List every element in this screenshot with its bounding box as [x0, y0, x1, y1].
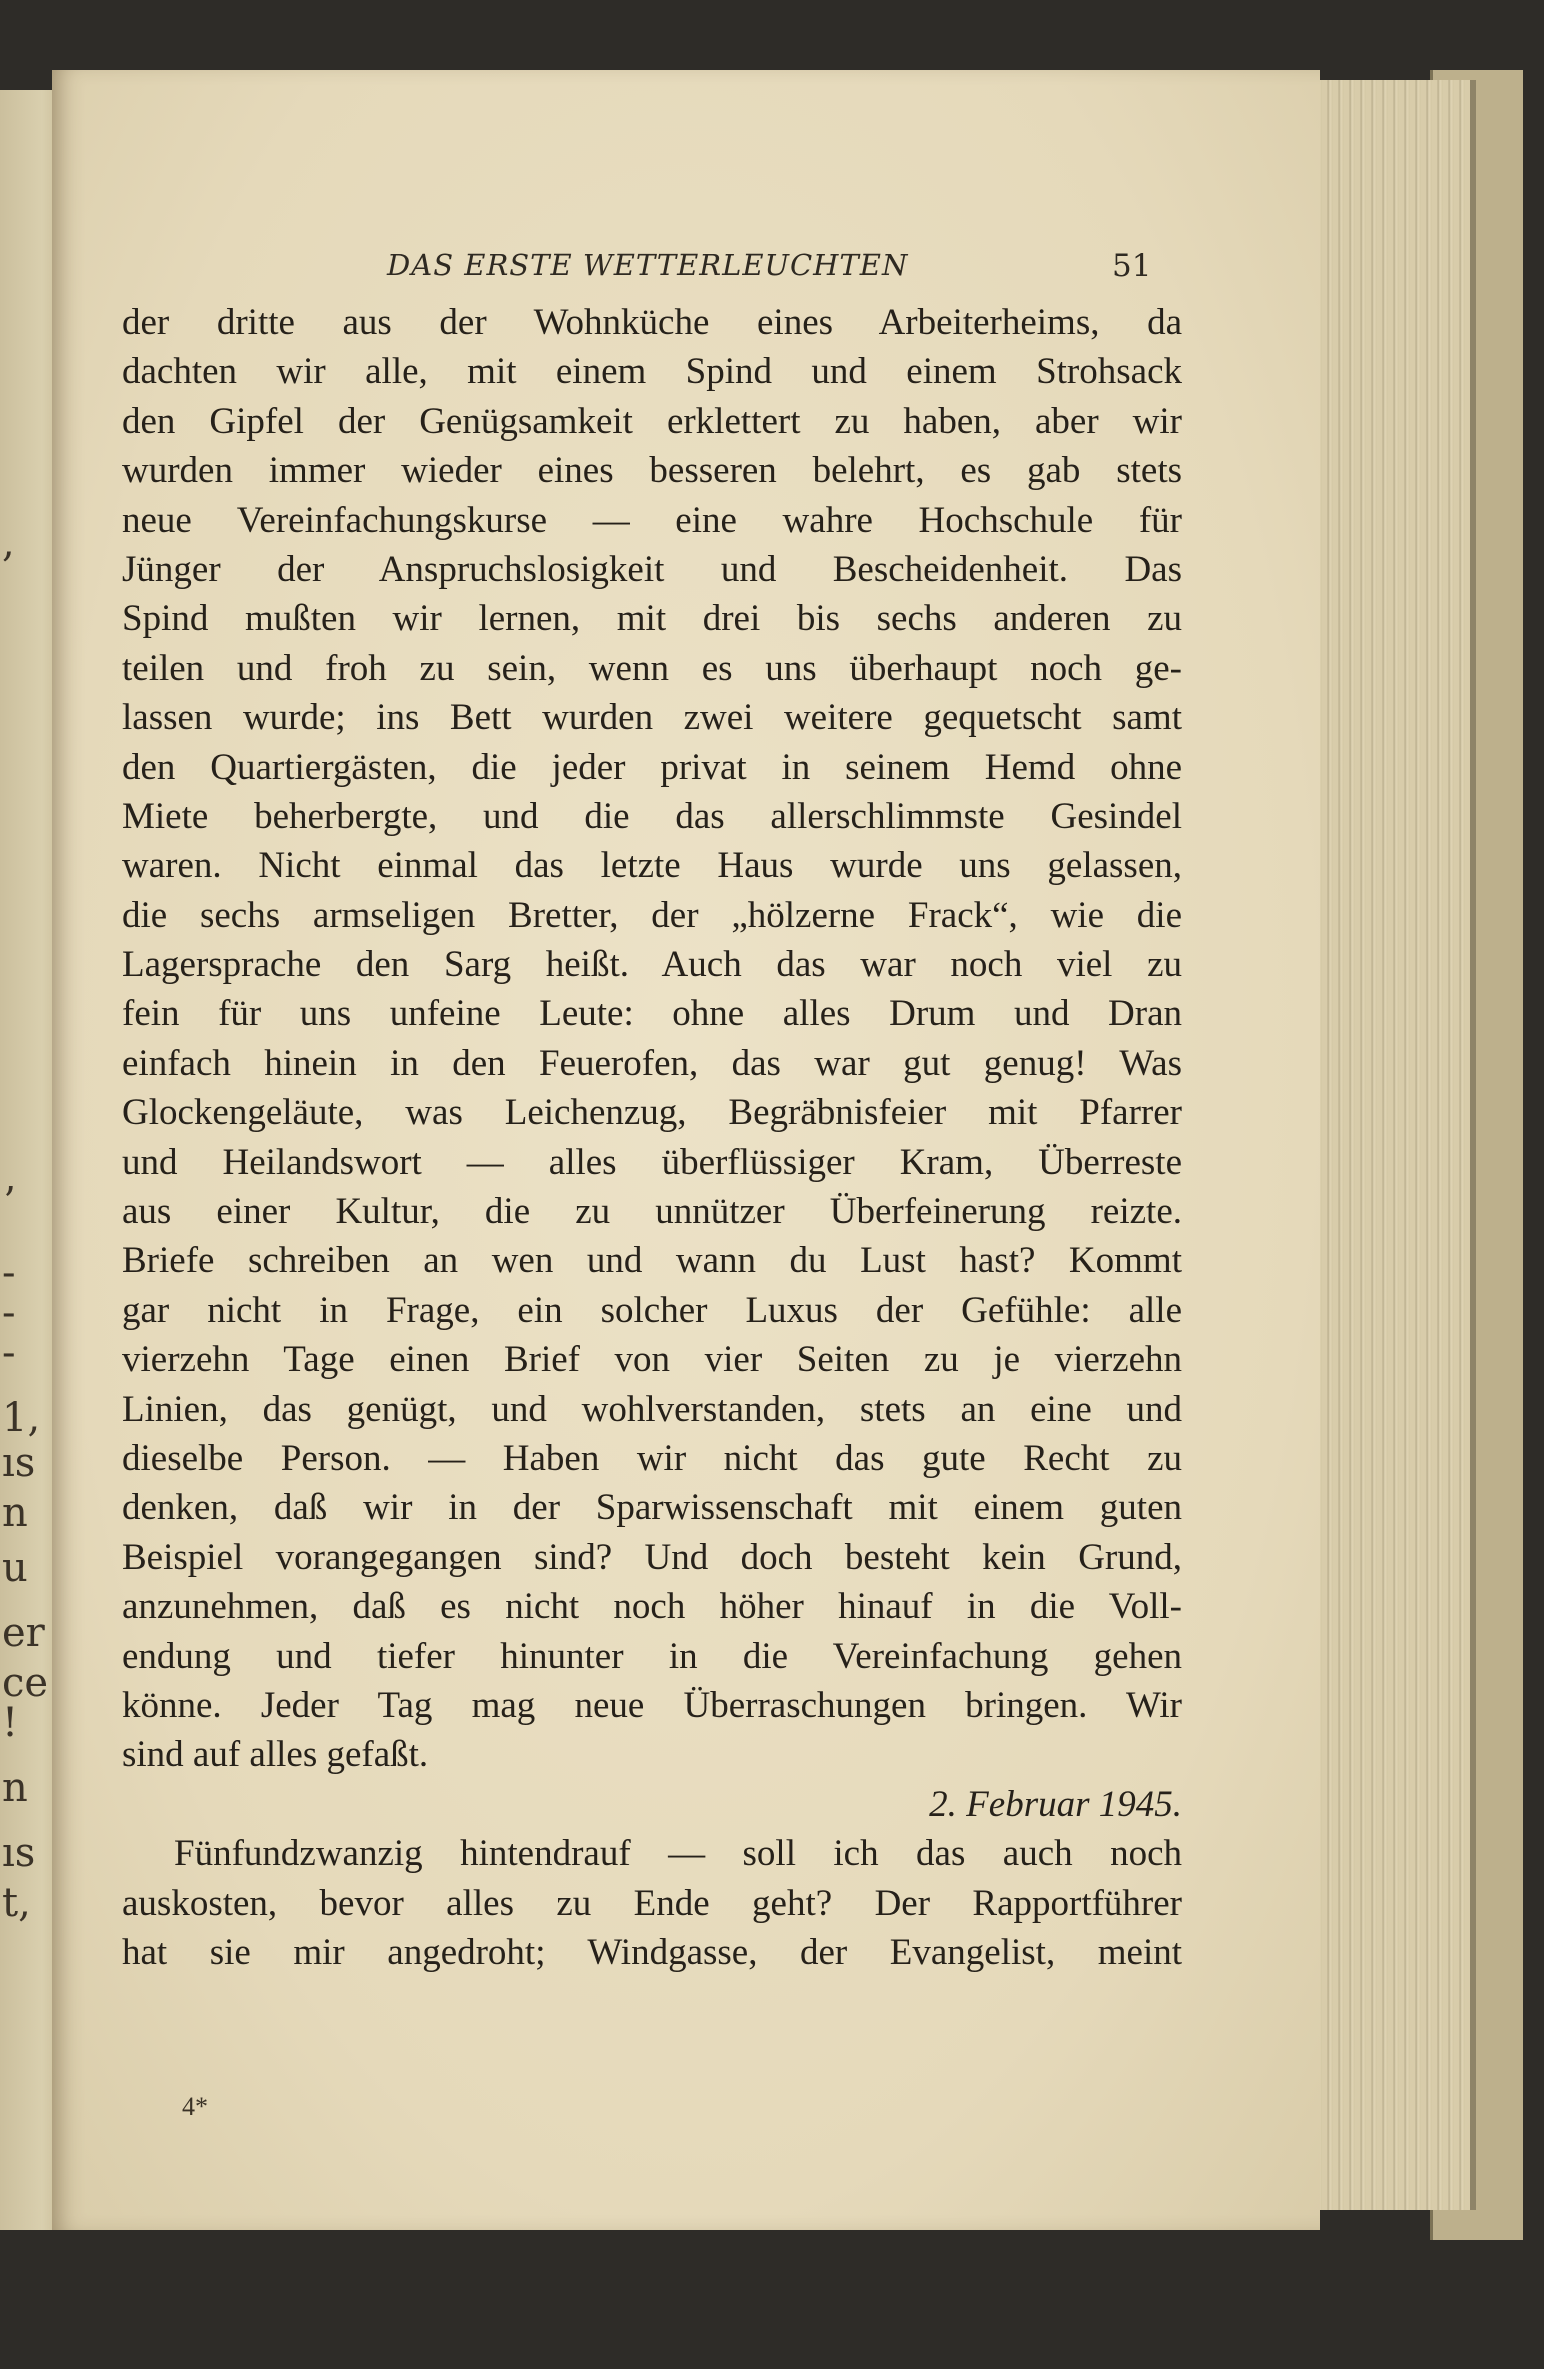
left-page-fragment: t, [2, 1880, 31, 1926]
text-line: dachten wir alle, mit einem Spind und einem Strohsack [122, 351, 1182, 393]
text-line: neue Vereinfachungskurse — eine wahre Hochschule für [122, 499, 1182, 541]
page-number: 51 [1112, 248, 1152, 284]
text-line: Beispiel vorangegangen sind? Und doch besteht kein Grund, [122, 1536, 1182, 1578]
left-page-fragment: ıs [2, 1440, 36, 1486]
left-page-fragment: u [2, 1545, 28, 1591]
left-page-fragment: er [2, 1610, 45, 1656]
text-line: hat sie mir angedroht; Windgasse, der Evangelist, meint [122, 1931, 1182, 1973]
left-page-fragment: - [2, 1330, 16, 1376]
left-page-fragment: - [2, 1290, 16, 1336]
left-page-fragment: ce [2, 1660, 49, 1706]
body-text [122, 298, 1182, 1977]
text-line: könne. Jeder Tag mag neue Überraschungen bringen. Wir [122, 1684, 1182, 1726]
left-page-fragment: ! [2, 1700, 19, 1746]
left-page-fragment: ʼ [2, 1180, 15, 1226]
left-page-fragment: - [2, 1250, 16, 1296]
text-line: Jünger der Anspruchslosigkeit und Bescheidenheit. Das [122, 548, 1182, 590]
text-line: anzunehmen, daß es nicht noch höher hinauf in die Voll- [122, 1586, 1182, 1628]
text-line: endung und tiefer hinunter in die Vereinfachung gehen [122, 1635, 1182, 1677]
left-page-fragment: ıs [2, 1830, 36, 1876]
text-line: den Gipfel der Genügsamkeit erklettert zu haben, aber wir [122, 400, 1182, 442]
text-line: vierzehn Tage einen Brief von vier Seiten zu je vierzehn [122, 1339, 1182, 1381]
text-line: Linien, das genügt, und wohlverstanden, stets an eine und [122, 1388, 1182, 1430]
text-line: der dritte aus der Wohnküche eines Arbeiterheims, da [122, 302, 1182, 343]
running-head: DAS ERSTE WETTERLEUCHTEN [387, 248, 909, 282]
text-line: die sechs armseligen Bretter, der „hölzerne Frack“, wie die [122, 894, 1182, 936]
book-page [52, 70, 1320, 2230]
text-line: Glockengeläute, was Leichenzug, Begräbnisfeier mit Pfarrer [122, 1092, 1182, 1134]
text-line: Briefe schreiben an wen und wann du Lust hast? Kommt [122, 1240, 1182, 1282]
text-line: und Heilandswort — alles überflüssiger Kram, Überreste [122, 1141, 1182, 1183]
text-line: gar nicht in Frage, ein solcher Luxus der Gefühle: alle [122, 1289, 1182, 1331]
text-line: fein für uns unfeine Leute: ohne alles Drum und Dran [122, 993, 1182, 1035]
text-line: lassen wurde; ins Bett wurden zwei weitere gequetscht samt [122, 697, 1182, 739]
text-line: auskosten, bevor alles zu Ende geht? Der Rapportführer [122, 1882, 1182, 1924]
text-line: Lagersprache den Sarg heißt. Auch das war noch viel zu [122, 944, 1182, 986]
text-line: Fünfundzwanzig hintendrauf — soll ich das auch noch [174, 1833, 1182, 1875]
left-page-fragment: n [2, 1490, 28, 1536]
text-line: teilen und froh zu sein, wenn es uns überhaupt noch ge- [122, 647, 1182, 689]
text-line: wurden immer wieder eines besseren belehrt, es gab stets [122, 450, 1182, 492]
signature-mark: 4* [182, 2092, 208, 2121]
text-line: sind auf alles gefaßt. [122, 1734, 429, 1776]
text-line: Miete beherbergte, und die das allerschlimmste Gesindel [122, 795, 1182, 837]
text-line: Spind mußten wir lernen, mit drei bis sechs anderen zu [122, 598, 1182, 640]
left-page-fragment: , [2, 520, 15, 566]
entry-date: 2. Februar 1945. [929, 1783, 1182, 1825]
text-line: waren. Nicht einmal das letzte Haus wurde uns gelassen, [122, 845, 1182, 887]
left-page-fragment: 1, [2, 1395, 41, 1441]
left-page-fragment: n [2, 1765, 28, 1811]
text-line: aus einer Kultur, die zu unnützer Überfeinerung reizte. [122, 1191, 1182, 1233]
text-line: den Quartiergästen, die jeder privat in seinem Hemd ohne [122, 746, 1182, 788]
text-line: einfach hinein in den Feuerofen, das war gut genug! Was [122, 1042, 1182, 1084]
page-stack-edge [1300, 80, 1476, 2210]
text-line: dieselbe Person. — Haben wir nicht das gute Recht zu [122, 1437, 1182, 1479]
text-line: denken, daß wir in der Sparwissenschaft mit einem guten [122, 1487, 1182, 1529]
